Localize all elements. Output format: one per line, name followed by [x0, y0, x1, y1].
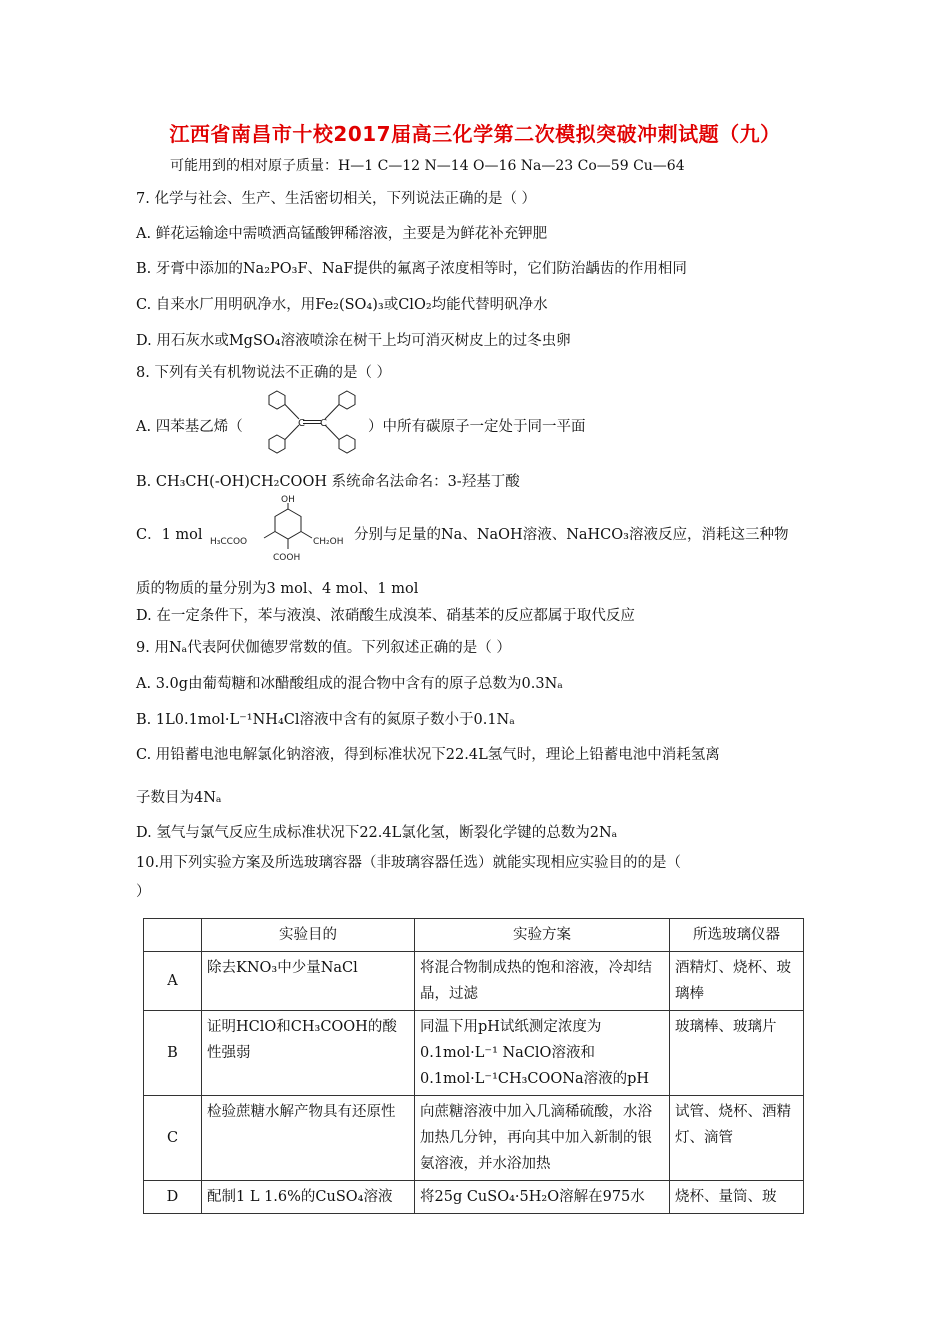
table-cell: 玻璃棒、玻璃片	[670, 1011, 804, 1096]
ch2oh-label: CH₂OH	[313, 537, 344, 547]
q9-stem: 9. 用Nₐ代表阿伏伽德罗常数的值。下列叙述正确的是（ ）	[136, 640, 511, 656]
q8-option-a-pre: A. 四苯基乙烯（	[136, 419, 243, 435]
q8-option-c-post: 分别与足量的Na、NaOH溶液、NaHCO₃溶液反应，消耗这三种物	[354, 527, 789, 543]
table-cell: 将混合物制成热的饱和溶液，冷却结晶，过滤	[415, 952, 670, 1011]
q7-stem: 7. 化学与社会、生产、生活密切相关，下列说法正确的是（ ）	[136, 191, 537, 207]
table-header-cell: 所选玻璃仪器	[670, 919, 804, 952]
table-cell: C	[144, 1096, 202, 1181]
cooh-label: COOH	[273, 553, 301, 563]
table-cell: 配制1 L 1.6%的CuSO₄溶液	[202, 1181, 415, 1214]
table-row	[144, 1011, 804, 1096]
table-row	[144, 952, 804, 1011]
table-cell: 向蔗糖溶液中加入几滴稀硫酸，水浴加热几分钟，再向其中加入新制的银氨溶液，并水浴加热	[415, 1096, 670, 1181]
page-title: 江西省南昌市十校2017届高三化学第二次模拟突破冲刺试题（九）	[169, 122, 781, 146]
table-cell: 同温下用pH试纸测定浓度为0.1mol·L⁻¹ NaClO溶液和0.1mol·L⁻¹CH₃COONa溶液的pH	[415, 1011, 670, 1096]
q9-option-c-cont: 子数目为4Nₐ	[136, 790, 222, 806]
q8-option-c-cont: 质的物质的量分别为3 mol、4 mol、1 mol	[136, 581, 419, 597]
tetraphenylethylene-structure	[263, 388, 367, 456]
svg-text:C: C	[320, 418, 327, 429]
table-row	[144, 1181, 804, 1214]
q8-stem: 8. 下列有关有机物说法不正确的是（ ）	[136, 365, 392, 381]
aromatic-compound-structure	[210, 492, 355, 568]
table-header-cell: 实验方案	[415, 919, 670, 952]
q9-option-d: D. 氢气与氯气反应生成标准状况下22.4L氯化氢，断裂化学键的总数为2Nₐ	[136, 825, 618, 841]
q7-option-d: D. 用石灰水或MgSO₄溶液喷涂在树干上均可消灭树皮上的过冬虫卵	[136, 333, 571, 349]
q7-option-c: C. 自来水厂用明矾净水，用Fe₂(SO₄)₃或ClO₂均能代替明矾净水	[136, 297, 548, 313]
q10-stem-cont: ）	[136, 884, 151, 900]
table-cell: 酒精灯、烧杯、玻璃棒	[670, 952, 804, 1011]
q7-option-a: A. 鲜花运输途中需喷洒高锰酸钾稀溶液，主要是为鲜花补充钾肥	[136, 226, 548, 242]
table-header-row	[144, 919, 804, 952]
table-cell: D	[144, 1181, 202, 1214]
q8-option-c-pre: C．1 mol	[136, 527, 203, 543]
experiment-table	[143, 918, 804, 1214]
table-cell: 试管、烧杯、酒精灯、滴管	[670, 1096, 804, 1181]
q10-stem: 10.用下列实验方案及所选玻璃容器（非玻璃容器任选）就能实现相应实验目的的是（	[136, 855, 682, 871]
table-cell: 将25g CuSO₄·5H₂O溶解在975水	[415, 1181, 670, 1214]
q8-option-a-post: ）中所有碳原子一定处于同一平面	[368, 419, 586, 435]
atomic-masses-line: 可能用到的相对原子质量：H—1 C—12 N—14 O—16 Na—23 Co—59 Cu—64	[170, 158, 685, 174]
svg-text:C: C	[298, 418, 305, 429]
q8-option-d: D. 在一定条件下，苯与液溴、浓硝酸生成溴苯、硝基苯的反应都属于取代反应	[136, 608, 635, 624]
table-cell: 检验蔗糖水解产物具有还原性	[202, 1096, 415, 1181]
q7-option-b: B. 牙膏中添加的Na₂PO₃F、NaF提供的氟离子浓度相等时，它们防治龋齿的作用相同	[136, 261, 687, 277]
q8-option-b: B. CH₃CH(-OH)CH₂COOH 系统命名法命名：3-羟基丁酸	[136, 474, 520, 490]
q9-option-b: B. 1L0.1mol·L⁻¹NH₄Cl溶液中含有的氮原子数小于0.1Nₐ	[136, 712, 515, 728]
table-cell: 证明HClO和CH₃COOH的酸性强弱	[202, 1011, 415, 1096]
table-header-cell	[144, 919, 202, 952]
q9-option-a: A. 3.0g由葡萄糖和冰醋酸组成的混合物中含有的原子总数为0.3Nₐ	[136, 676, 563, 692]
table-row	[144, 1096, 804, 1181]
oh-label: OH	[281, 495, 295, 505]
table-cell: A	[144, 952, 202, 1011]
table-cell: 烧杯、量筒、玻	[670, 1181, 804, 1214]
table-cell: 除去KNO₃中少量NaCl	[202, 952, 415, 1011]
table-cell: B	[144, 1011, 202, 1096]
acetyl-label: H₃CCOO	[210, 537, 248, 547]
q9-option-c: C. 用铅蓄电池电解氯化钠溶液，得到标准状况下22.4L氢气时，理论上铅蓄电池中消耗氢离	[136, 747, 720, 763]
table-header-cell: 实验目的	[202, 919, 415, 952]
